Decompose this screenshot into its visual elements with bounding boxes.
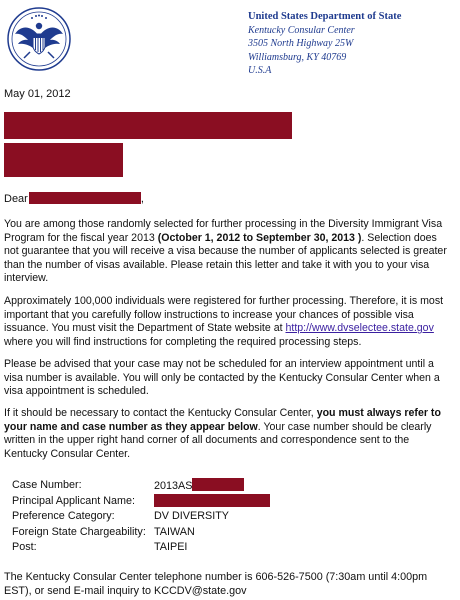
contact-footer: The Kentucky Consular Center telephone number is 606-526-7500 (7:30am until 4:00pm EST), or send E-mail inquiry to KCCDV@state.gov	[4, 571, 428, 597]
paragraph-contact-intro: If it should be necessary to contact the Kentucky Consular Center,	[4, 407, 317, 419]
field-row-post	[12, 540, 270, 556]
redacted-applicant-name	[154, 494, 270, 507]
paragraph-processing-intro: Approximately 100,000 individuals were registered for further processing. Therefore, it is most important that you carefully follow instructions to increase your chances of possible visa issuance. You must visit the Department of State website at	[4, 295, 444, 335]
redacted-case-number	[192, 478, 244, 491]
field-label: Principal Applicant Name:	[12, 494, 136, 507]
field-value-post: TAIPEI	[154, 541, 188, 554]
salutation-suffix: ,	[140, 193, 144, 205]
dvselectee-website-link[interactable]: http://www.dvselectee.state.gov	[285, 322, 434, 335]
salutation	[4, 192, 144, 205]
paragraph-contact	[4, 407, 454, 461]
field-value-chargeability: TAIWAN	[154, 525, 195, 538]
field-label: Foreign State Chargeability:	[12, 525, 146, 538]
fiscal-year-range: (October 1, 2012 to September 30, 2013 )	[157, 231, 362, 244]
letterhead-organization: United States Department of State	[248, 11, 402, 22]
paragraph-selection-rest: . Selection does not guarantee that you will receive a visa because the number of applicants selected is greater than the number of visas available. Please retain this letter and take it with you to your visa interview.	[4, 231, 447, 285]
redacted-recipient-address	[4, 143, 123, 177]
letterhead-office: Kentucky Consular Center	[248, 24, 355, 36]
field-row-preference-category	[12, 509, 270, 525]
redacted-salutation-name	[29, 192, 141, 204]
field-value-applicant-name	[154, 494, 270, 510]
paragraph-selection-intro: You are among those randomly selected for further processing in the Diversity Immigrant Visa Program for the fiscal year 2013	[4, 218, 443, 244]
paragraph-processing-rest: where you will find instructions for completing the required processing steps.	[4, 335, 362, 348]
letterhead-country: U.S.A	[248, 65, 272, 76]
field-row-applicant-name	[12, 494, 270, 510]
paragraph-processing	[4, 295, 454, 349]
great-seal-icon	[6, 6, 72, 72]
redacted-recipient-name	[4, 112, 292, 139]
field-label: Preference Category:	[12, 510, 115, 523]
case-reference-instruction: you must always refer to your name and case number as they appear below	[4, 407, 441, 433]
field-value-case-number: 2013AS	[154, 478, 244, 494]
field-value-preference-category: DV DIVERSITY	[154, 510, 229, 523]
letter-date: May 01, 2012	[4, 88, 71, 100]
paragraph-selection	[4, 218, 454, 286]
field-label: Post:	[12, 541, 37, 554]
field-row-chargeability	[12, 525, 270, 541]
letterhead-street: 3505 North Highway 25W	[248, 38, 354, 49]
field-label: Case Number:	[12, 479, 82, 491]
letterhead-city: Williamsburg, KY 40769	[248, 51, 347, 63]
paragraph-contact-rest: . Your case number should be clearly written in the upper right hand corner of all documents and correspondence sent to the Kentucky Consular Center.	[4, 420, 432, 460]
case-details	[12, 478, 270, 556]
letterhead	[248, 10, 453, 78]
paragraph-interview: Please be advised that your case may not be scheduled for an interview appointment until a visa number is available. You will only be contacted by the Kentucky Consular Center when a visa appointment is scheduled.	[4, 358, 440, 398]
field-row-case-number	[12, 478, 270, 494]
salutation-prefix: Dear	[4, 193, 28, 205]
